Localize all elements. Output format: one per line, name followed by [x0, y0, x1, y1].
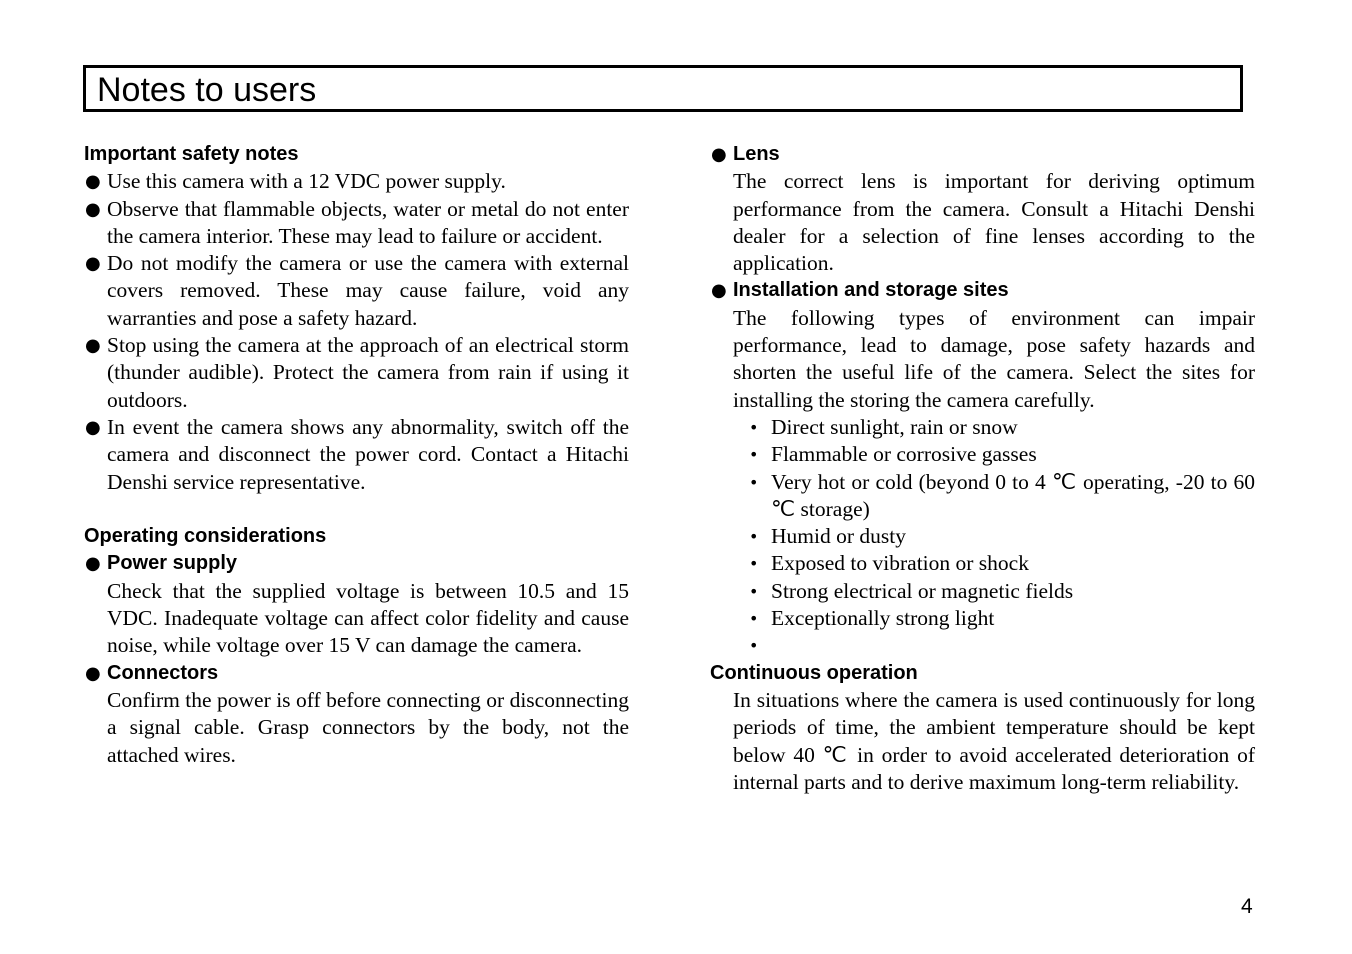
- operating-heading: Operating considerations: [84, 525, 327, 548]
- list-item: [749, 550, 1255, 577]
- small-bullet-icon: •: [749, 636, 759, 656]
- safety-item: [84, 414, 629, 496]
- small-bullet-icon: •: [749, 527, 759, 547]
- list-item-text: Exposed to vibration or shock: [771, 551, 1029, 576]
- connectors-heading: [84, 660, 629, 687]
- left-column: [84, 141, 629, 769]
- installation-text: The following types of environment can impair performance, lead to damage, pose safety hazards and shorten the useful life of the camera. Select the sites for installing the storing the camera carefully.: [733, 305, 1255, 412]
- bullet-icon: ●: [85, 662, 101, 684]
- page-title: Notes to users: [97, 71, 317, 109]
- power-supply-heading-text: Power supply: [107, 552, 238, 575]
- list-item-text: Strong electrical or magnetic fields: [771, 578, 1074, 603]
- list-item-text: Direct sunlight, rain or snow: [771, 414, 1018, 439]
- right-column: [710, 141, 1255, 796]
- installation-heading: [710, 277, 1255, 304]
- lens-heading-text: Lens: [733, 143, 780, 165]
- safety-item: [84, 332, 629, 414]
- list-item-text: Exceptionally strong light: [771, 606, 995, 631]
- list-item: [749, 469, 1255, 524]
- list-item: [749, 605, 1255, 632]
- safety-item-text: Observe that flammable objects, water or metal do not enter the camera interior. These may lead to failure or accident.: [107, 196, 629, 248]
- list-item-text: Humid or dusty: [771, 524, 906, 549]
- page-number: 4: [1241, 895, 1253, 918]
- power-supply-text: Check that the supplied voltage is between 10.5 and 15 VDC. Inadequate voltage can affect color fidelity and cause noise, while voltage over 15 V can damage the camera.: [107, 578, 629, 658]
- small-bullet-icon: •: [749, 417, 759, 437]
- list-item: [749, 523, 1255, 550]
- bullet-icon: ●: [85, 335, 101, 357]
- bullet-icon: ●: [711, 144, 727, 165]
- lens-text: The correct lens is important for deriving optimum performance from the camera. Consult a Hitachi Denshi dealer for a selection of fine lenses according to the application.: [733, 169, 1255, 276]
- bullet-icon: ●: [85, 553, 101, 575]
- safety-item: [84, 168, 629, 195]
- small-bullet-icon: •: [749, 472, 759, 492]
- safety-item-text: Stop using the camera at the approach of an electrical storm (thunder audible). Protect the camera from rain if using it outdoors.: [107, 333, 629, 412]
- bullet-icon: ●: [85, 416, 101, 438]
- list-item: [749, 632, 1255, 659]
- small-bullet-icon: •: [749, 445, 759, 465]
- connectors-text: Confirm the power is off before connecting or disconnecting a signal cable. Grasp connectors by the body, not the attached wires.: [107, 687, 629, 767]
- safety-item-text: Do not modify the camera or use the camera with external covers removed. These may cause failure, void any warranties and pose a safety hazard.: [107, 251, 629, 330]
- safety-item-text: In event the camera shows any abnormality, switch off the camera and disconnect the power cord. Contact a Hitachi Denshi service representative.: [107, 414, 629, 494]
- power-supply-heading: [84, 550, 629, 577]
- continuous-text: In situations where the camera is used continuously for long periods of time, the ambient temperature should be kept below 40 ℃ in order to avoid accelerated deterioration of internal parts and to derive maximum long-term reliability.: [733, 687, 1255, 794]
- connectors-heading-text: Connectors: [107, 661, 219, 684]
- bullet-icon: ●: [711, 280, 727, 302]
- bullet-icon: ●: [85, 198, 101, 220]
- small-bullet-icon: •: [749, 609, 759, 629]
- sites-list: [710, 414, 1255, 660]
- safety-heading: Important safety notes: [84, 143, 299, 165]
- list-item: [749, 578, 1255, 605]
- title-box: [83, 65, 1243, 112]
- small-bullet-icon: •: [749, 581, 759, 601]
- lens-heading: [710, 141, 1255, 168]
- small-bullet-icon: •: [749, 554, 759, 574]
- bullet-icon: ●: [85, 171, 101, 193]
- list-item-text: Flammable or corrosive gasses: [771, 442, 1037, 467]
- installation-heading-text: Installation and storage sites: [733, 279, 1009, 302]
- continuous-heading: Continuous operation: [710, 661, 918, 684]
- list-item-text: Very hot or cold (beyond 0 to 4 ℃ operating, -20 to 60 ℃ storage): [771, 469, 1255, 521]
- safety-item: [84, 250, 629, 332]
- list-item: [749, 441, 1255, 468]
- safety-item-text: Use this camera with a 12 VDC power supply.: [107, 169, 506, 194]
- bullet-icon: ●: [85, 253, 101, 275]
- safety-item: [84, 196, 629, 251]
- list-item: [749, 414, 1255, 441]
- spacer: [84, 496, 629, 523]
